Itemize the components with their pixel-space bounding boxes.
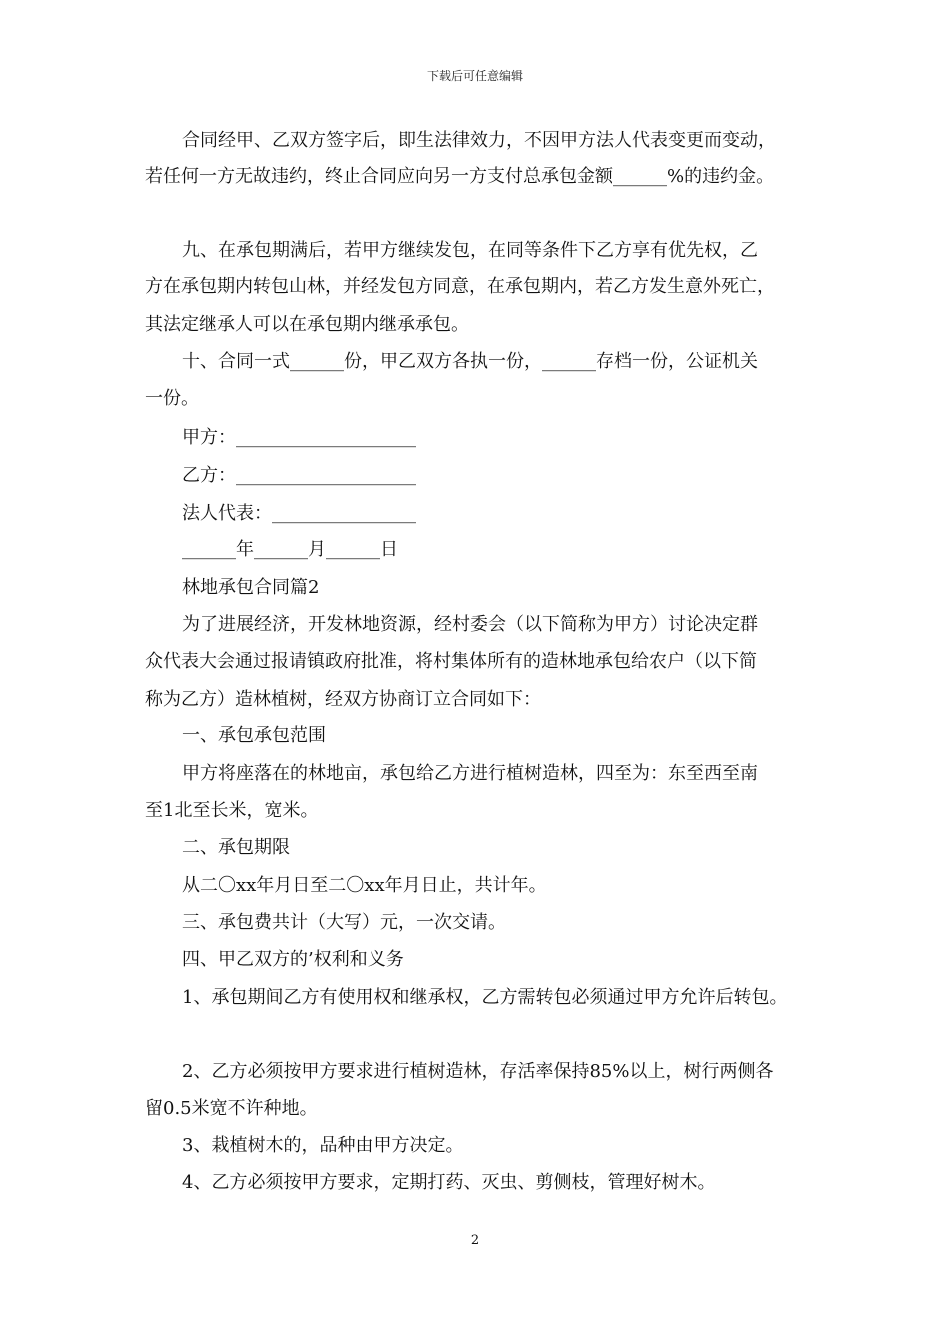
paragraph-line: 2、乙方必须按甲方要求进行植树造林，存活率保持85%以上，树行两侧各: [182, 1061, 774, 1082]
paragraph-line: 合同经甲、乙双方签字后，即生法律效力，不因甲方法人代表变更而变动，: [182, 130, 776, 151]
paragraph-line: 三、承包费共计（大写）元，一次交请。: [182, 912, 506, 933]
signature-party-a: 甲方：____________________: [182, 427, 416, 448]
paragraph-line: 一份。: [145, 388, 199, 409]
paragraph-line: 为了进展经济，开发林地资源，经村委会（以下简称为甲方）讨论决定群: [182, 614, 758, 635]
paragraph-line: 4、乙方必须按甲方要求，定期打药、灭虫、剪侧枝，管理好树木。: [182, 1172, 716, 1193]
paragraph-line: 其法定继承人可以在承包期内继承承包。: [145, 314, 469, 335]
page-header: 下载后可任意编辑: [426, 69, 523, 83]
paragraph-line: 从二〇xx年月日至二〇xx年月日止，共计年。: [182, 875, 547, 896]
paragraph-line: 众代表大会通过报请镇政府批准，将村集体所有的造林地承包给农户（以下简: [145, 651, 757, 672]
paragraph-line: 方在承包期内转包山林，并经发包方同意，在承包期内，若乙方发生意外死亡，: [145, 276, 775, 297]
clause-heading: 二、承包期限: [182, 837, 290, 858]
page-number: 2: [470, 1233, 480, 1248]
paragraph-line: 留0.5米宽不许种地。: [145, 1098, 318, 1119]
paragraph-line: 甲方将座落在的林地亩，承包给乙方进行植树造林，四至为：东至西至南: [182, 763, 758, 784]
paragraph-line: 十、合同一式______份，甲乙双方各执一份，______存档一份，公证机关: [182, 351, 758, 372]
signature-legal-rep: 法人代表：________________: [182, 503, 416, 524]
section-title: 林地承包合同篇2: [182, 577, 320, 598]
paragraph-line: 若任何一方无故违约，终止合同应向另一方支付总承包金额______%的违约金。: [145, 166, 775, 187]
paragraph-line: 1、承包期间乙方有使用权和继承权，乙方需转包必须通过甲方允许后转包。: [182, 987, 788, 1008]
paragraph-line: 3、栽植树木的，品种由甲方决定。: [182, 1135, 464, 1156]
paragraph-line: 称为乙方）造林植树，经双方协商订立合同如下：: [145, 689, 541, 710]
signature-date: ______年______月______日: [182, 539, 398, 560]
clause-heading: 四、甲乙双方的’权利和义务: [182, 949, 404, 970]
paragraph-line: 至1北至长米，宽米。: [145, 800, 319, 821]
signature-party-b: 乙方：____________________: [182, 465, 416, 486]
clause-heading: 一、承包承包范围: [182, 725, 326, 746]
paragraph-line: 九、在承包期满后，若甲方继续发包，在同等条件下乙方享有优先权，乙: [182, 240, 758, 261]
